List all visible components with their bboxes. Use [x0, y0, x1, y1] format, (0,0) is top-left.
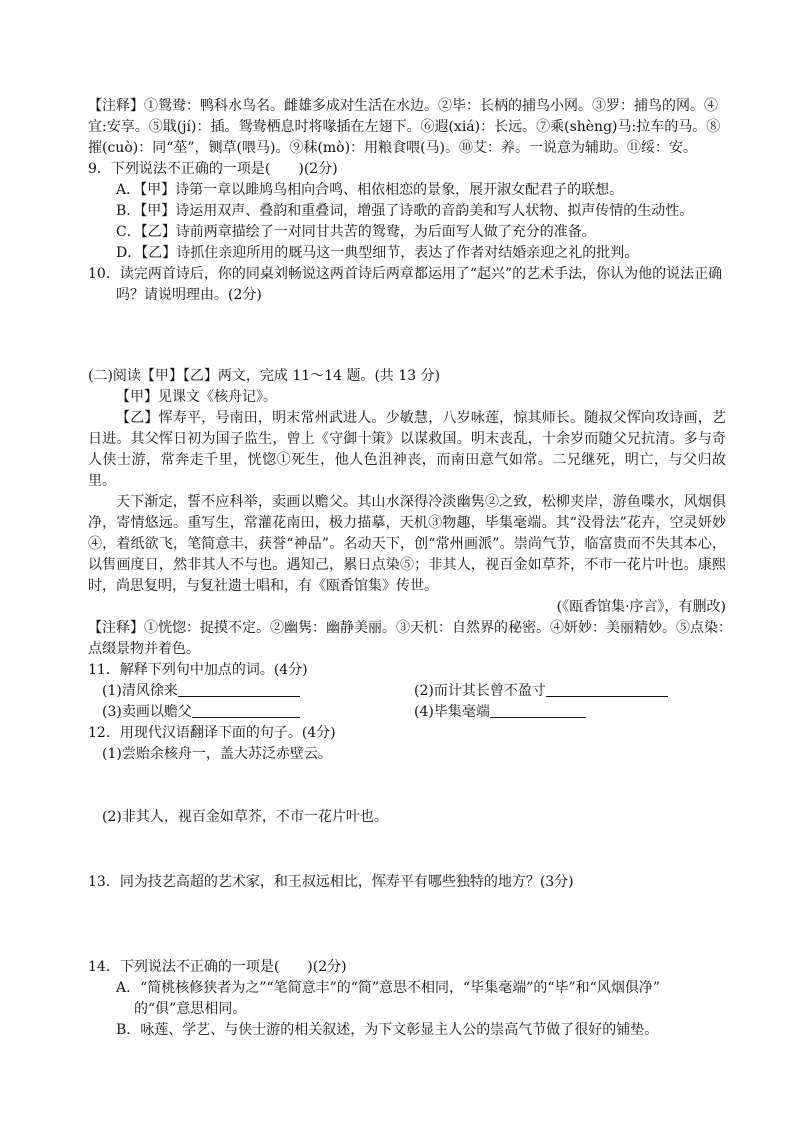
option-c[interactable]: C．【乙】诗前两章描绘了一对同甘共苦的鸳鸯，为后面写人做了充分的准备。	[116, 224, 596, 240]
source-citation: (《瓯香馆集·序言》，有删改)	[556, 599, 726, 615]
translate-sentence-2: (2)非其人，视百金如草芥，不市一花片叶也。	[102, 809, 388, 825]
word-item-2: (2)而计其长曾不盈寸	[414, 683, 546, 699]
question-stem: 14．下列说法不正确的一项是( )(2分)	[88, 959, 347, 975]
answer-blank[interactable]	[192, 702, 300, 718]
answer-space[interactable]	[88, 893, 726, 957]
poem-annotation	[88, 96, 726, 159]
question-stem: 9．下列说法不正确的一项是( )(2分)	[88, 161, 338, 177]
text-yi-paragraph-1: 【乙】恽寿平，号南田，明末常州武进人。少敏慧，八岁咏莲，惊其师长。随叔父恽向攻诗画，艺日进。其父恽日初为国子监生，曾上《守御十策》以谋救国。明末丧乱，十余岁而随父兄抗清。多与奇人侠士游，常奔走千里，恍惚①死生，他人色沮神丧，而南田意气如常。二兄继死，明亡，与父归故里。	[88, 410, 726, 489]
section-heading: (二)阅读【甲】【乙】两文，完成 11～14 题。(共 13 分)	[88, 368, 441, 384]
option-a[interactable]: A．“简桃核修狭者为之”“笔简意丰”的“简”意思不相同，“毕集毫端”的“毕”和“风烟俱净”	[116, 980, 660, 996]
answer-blank[interactable]	[178, 681, 300, 697]
annotation-line: 宜:安享。⑤戢(jí)：插。鸳鸯栖息时将喙插在左翅下。⑥遐(xiá)：长远。⑦乘(shèng)马:拉车的马。⑧	[88, 119, 721, 135]
question-stem: 10．读完两首诗后，你的同桌刘畅说这两首诗后两章都运用了“起兴”的艺术手法，你认为他的说法正确	[88, 266, 723, 282]
question-11	[88, 660, 726, 723]
question-12	[88, 723, 726, 872]
question-10	[88, 264, 726, 306]
text-yi-paragraph-2: 天下渐定，誓不应科举，卖画以赡父。其山水深得冷淡幽隽②之致，松柳夹岸，游鱼喋水，风烟俱净，寄情悠远。重写生，常灌花南田，极力描摹，天机③物趣，毕集毫端。其“没骨法”花卉，空灵妍妙④，着纸欲飞，笔简意丰，获誉“神品”。名动天下，创“常州画派”。崇尚气节，临富贵而不失其本心，以售画度日，然非其人不与也。遇知己，累日点染⑤；非其人，视百金如草芥，不市一花片叶也。康熙时，尚思复明，与复社遗士唱和，有《瓯香馆集》传世。	[88, 494, 726, 594]
option-b[interactable]: B．【甲】诗运用双声、叠韵和重叠词，增强了诗歌的音韵美和写人状物、拟声传情的生动性。	[116, 203, 694, 219]
annotation-line: 摧(cuò)：同“莝”，铡草(喂马)。⑨秣(mò)：用粮食喂(马)。⑩艾：养。一说意为辅助。⑪绥：安。	[88, 140, 697, 156]
answer-blank[interactable]	[490, 702, 586, 718]
question-stem-cont: 吗？请说明理由。(2分)	[116, 287, 262, 303]
question-stem: 13．同为技艺高超的艺术家，和王叔远相比，恽寿平有哪些独特的地方？(3分)	[88, 874, 574, 890]
answer-space[interactable]	[88, 306, 726, 366]
word-item-3: (3)卖画以赡父	[102, 704, 192, 720]
question-14	[88, 957, 726, 1041]
text-annotation-cont: 点缀景物并着色。	[88, 641, 200, 657]
reading-section-2	[88, 366, 732, 660]
option-b[interactable]: B．咏莲、学艺、与侠士游的相关叙述，为下文彰显主人公的崇高气节做了很好的铺垫。	[116, 1022, 659, 1038]
answer-blank[interactable]	[546, 681, 668, 697]
text-annotation: 【注释】①恍惚：捉摸不定。②幽隽：幽静美丽。③天机：自然界的秘密。④妍妙：美丽精妙。⑤点染：	[88, 620, 732, 636]
question-stem: 11．解释下列句中加点的词。(4分)	[88, 662, 308, 678]
question-13	[88, 872, 726, 957]
answer-space[interactable]	[88, 828, 726, 872]
word-item-1: (1)清风徐来	[102, 683, 178, 699]
answer-space[interactable]	[88, 765, 726, 807]
text-jia: 【甲】见课文《核舟记》。	[116, 389, 277, 405]
option-a[interactable]: A．【甲】诗第一章以雎鸠鸟相向合鸣、相依相恋的景象，展开淑女配君子的联想。	[116, 182, 624, 198]
translate-sentence-1: (1)尝贻余核舟一，盖大苏泛赤壁云。	[102, 746, 332, 762]
exam-page	[88, 96, 732, 1041]
option-a-cont[interactable]: 的“俱”意思相同。	[134, 1001, 247, 1017]
question-stem: 12．用现代汉语翻译下面的句子。(4分)	[88, 725, 336, 741]
question-9	[88, 159, 726, 264]
option-d[interactable]: D．【乙】诗抓住亲迎所用的厩马这一典型细节，表达了作者对结婚亲迎之礼的批判。	[116, 245, 639, 261]
word-item-4: (4)毕集毫端	[414, 704, 490, 720]
annotation-line: 【注释】①鸳鸯：鸭科水鸟名。雌雄多成对生活在水边。②毕：长柄的捕鸟小网。③罗：捕鸟的网。④	[88, 98, 718, 114]
